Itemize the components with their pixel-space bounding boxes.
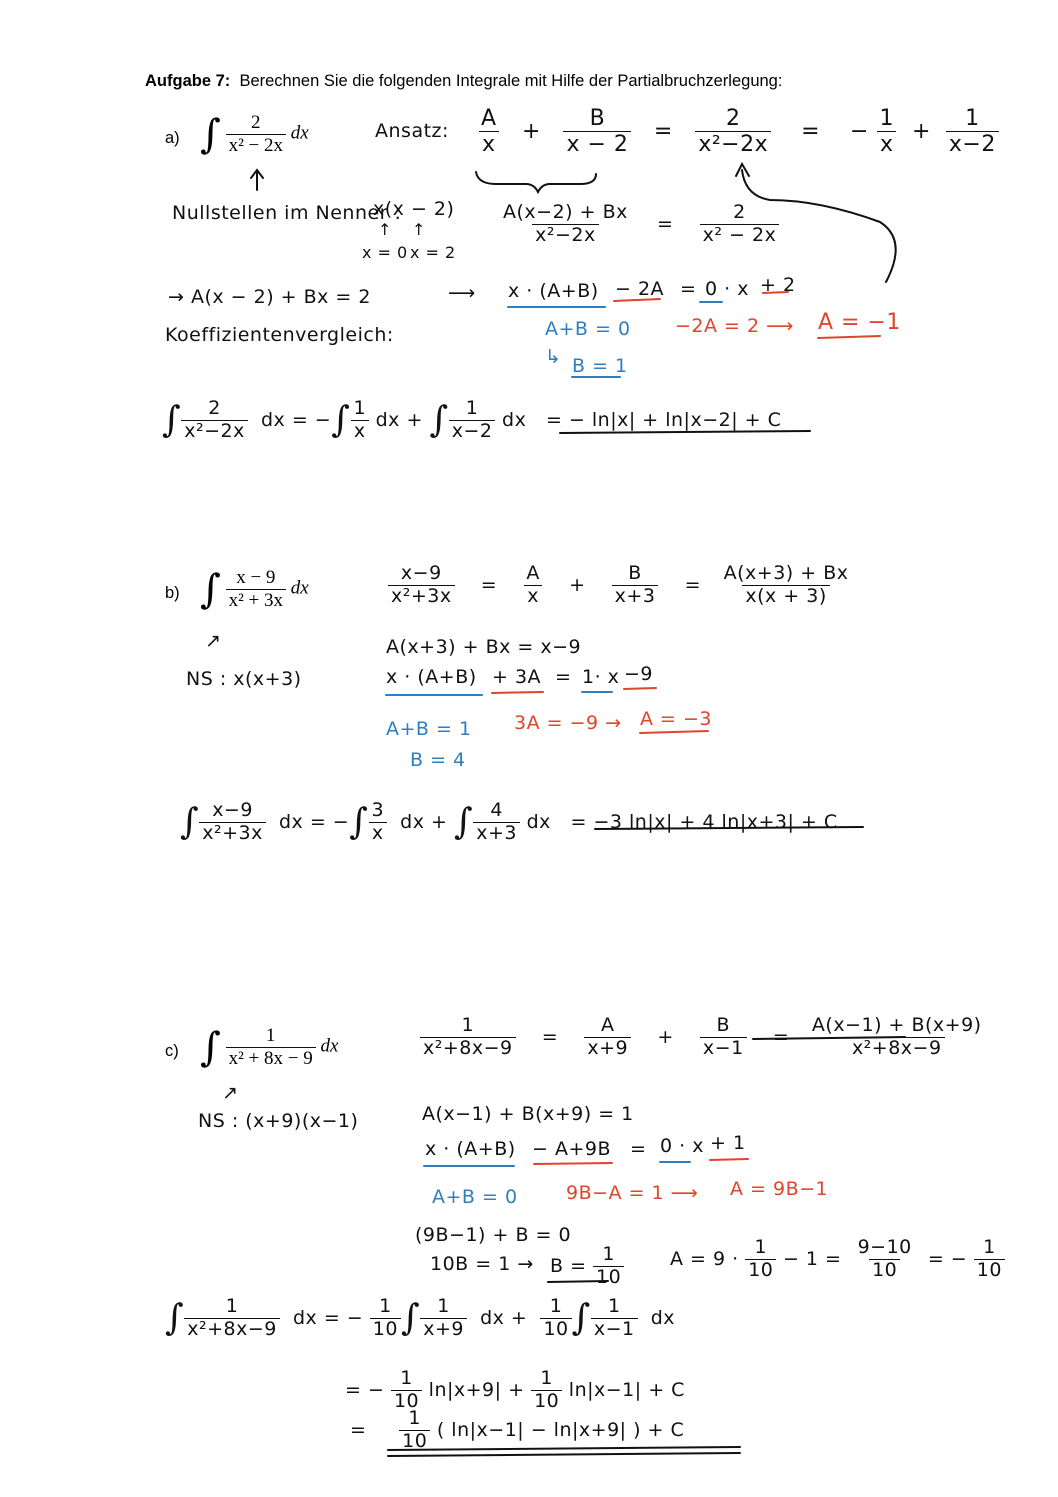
integral-sign: ∫ <box>165 1297 185 1339</box>
num: 1 <box>400 1367 413 1389</box>
coef-x-term: x · (A+B) <box>508 280 599 302</box>
eq-minus-2a: −2A = 2 ⟶ <box>675 315 794 337</box>
den: x+3 <box>612 585 659 608</box>
b-equals: B = <box>550 1254 587 1277</box>
den: x²+3x <box>199 822 266 845</box>
den: x(x + 3) <box>742 585 829 608</box>
c-sub2: 10B = 1 → <box>430 1253 534 1275</box>
equals: = <box>684 573 702 596</box>
b-value-b: B = 4 <box>410 749 466 771</box>
coef-const-term: − 2A <box>615 278 665 300</box>
b-line2-rhs-const: −9 <box>624 663 654 685</box>
equals: = <box>653 118 673 144</box>
num: 1 <box>754 1236 768 1258</box>
integral-sign: ∫ <box>200 566 221 613</box>
task-instruction: Berechnen Sie die folgenden Integrale mit Hilfe der Partialbruchzerlegung: <box>239 72 783 90</box>
num: A(x−1) + B(x+9) <box>811 1014 982 1036</box>
frac-rhs-num: 2 <box>725 106 741 131</box>
dx-plus: dx + <box>375 408 423 431</box>
den: x <box>524 585 542 608</box>
underline-red <box>534 1163 612 1164</box>
underline-red <box>763 292 788 293</box>
arrow-right-icon: ⟶ <box>448 282 476 304</box>
underline-red <box>710 1159 748 1160</box>
c-expr-a: A = 9B−1 <box>730 1178 829 1200</box>
c-eq-a-plus-b: A+B = 0 <box>432 1186 518 1208</box>
underline <box>595 827 863 829</box>
denominator: x² + 8x − 9 <box>226 1047 316 1070</box>
root-x0: x = 0 <box>362 243 408 262</box>
underline-red <box>818 336 880 338</box>
num: A(x+3) + Bx <box>723 562 849 584</box>
numerator: 1 <box>265 1025 276 1046</box>
num: x−9 <box>212 799 253 821</box>
ln-term-c: ln|x−1| + C <box>568 1378 685 1401</box>
result: = − ln|x| + ln|x−2| + C <box>545 408 782 431</box>
denominator: x² − 2x <box>226 134 286 157</box>
den: 10 <box>869 1259 900 1282</box>
frac-b-den: x − 2 <box>563 131 631 157</box>
ansatz-label: Ansatz: <box>375 120 449 142</box>
underline-red <box>640 731 708 733</box>
equals: = <box>772 1025 790 1048</box>
factor: x(x − 2) <box>373 198 455 220</box>
equals-minus: = − <box>345 1378 385 1401</box>
num: 1 <box>983 1236 996 1258</box>
eq-a-plus-b: A+B = 0 <box>545 318 631 340</box>
b-line2-x: x · (A+B) <box>386 666 477 688</box>
num: 1 <box>607 1295 621 1317</box>
arrow-up-icon: ↗ <box>222 1082 239 1104</box>
den: x²−2x <box>181 420 248 443</box>
brace <box>476 172 596 192</box>
plus: + <box>522 118 541 144</box>
num: 4 <box>490 799 503 821</box>
integral-sign: ∫ <box>571 1297 591 1339</box>
integral-sign: ∫ <box>162 399 182 441</box>
koeffizientenvergleich-label: Koeffizientenvergleich: <box>165 324 394 346</box>
dx: dx <box>502 408 527 431</box>
dx-equals: dx = − <box>278 810 350 833</box>
result: = −3 ln|x| + 4 ln|x+3| + C <box>570 810 838 833</box>
comb-num: A(x−2) + Bx <box>503 201 628 223</box>
num: 1 <box>549 1295 563 1317</box>
plus: + <box>657 1025 674 1048</box>
den: 10 <box>745 1259 776 1282</box>
den: 10 <box>540 1318 571 1341</box>
equation-line: → A(x − 2) + Bx = 2 <box>168 286 371 308</box>
denominator: x² + 3x <box>226 589 286 612</box>
den: x <box>369 822 387 845</box>
numerator: 2 <box>251 112 261 133</box>
c-ns: NS : (x+9)(x−1) <box>198 1110 359 1132</box>
comb-rhs-den: x² − 2x <box>700 224 780 247</box>
task-number: Aufgabe 7: <box>145 72 231 90</box>
den: 10 <box>391 1390 422 1413</box>
frac-a-num: A <box>481 106 497 131</box>
integral-sign: ∫ <box>453 801 474 843</box>
num: 1 <box>353 397 367 419</box>
equals: = <box>680 278 697 300</box>
num: 1 <box>379 1295 392 1317</box>
c-line2-x: x · (A+B) <box>425 1138 516 1160</box>
equals: = <box>350 1418 367 1441</box>
underline <box>388 1453 740 1456</box>
root-x2: x = 2 <box>410 243 456 262</box>
value-b: B = 1 <box>572 355 628 377</box>
den: x+9 <box>584 1037 631 1060</box>
c-line2-const: − A+9B <box>532 1138 611 1160</box>
underline <box>560 431 810 433</box>
arrow-up-icon: ↑ <box>412 220 426 239</box>
b-line2-const: + 3A <box>492 666 542 688</box>
b-value-a: A = −3 <box>640 708 713 730</box>
minus-one-equals: − 1 = <box>782 1247 842 1270</box>
den: x <box>351 420 369 443</box>
dx-plus: dx + <box>480 1306 528 1329</box>
num: 9−10 <box>857 1236 912 1258</box>
underline-red <box>624 688 656 689</box>
arrow-up-icon <box>251 170 263 190</box>
den: x²+8x−9 <box>420 1037 516 1060</box>
num: 1 <box>408 1407 422 1429</box>
equals: = <box>541 1025 559 1048</box>
num: 2 <box>208 397 221 419</box>
integral-sign: ∫ <box>180 801 200 843</box>
final-result: ( ln|x−1| − ln|x+9| ) + C <box>436 1418 685 1441</box>
equals: = <box>657 212 674 235</box>
plus: + <box>911 118 931 144</box>
dx: dx <box>320 1035 339 1057</box>
dx: dx <box>290 122 309 144</box>
dx: dx <box>650 1306 676 1329</box>
fraction-bar <box>753 1037 905 1039</box>
num: 1 <box>602 1243 615 1265</box>
integral-sign: ∫ <box>429 399 449 441</box>
den: 10 <box>593 1266 624 1289</box>
num: 1 <box>461 1014 475 1036</box>
minus: − <box>850 118 869 144</box>
den: x²+8x−9 <box>849 1037 945 1060</box>
den: 10 <box>531 1390 562 1413</box>
equals: = <box>630 1138 647 1160</box>
integral-sign: ∫ <box>349 801 369 843</box>
c-sub1: (9B−1) + B = 0 <box>415 1224 572 1246</box>
ln-term: ln|x+9| + <box>428 1378 525 1401</box>
den: 10 <box>974 1259 1005 1282</box>
res2-num: 1 <box>965 106 980 131</box>
value-a: A = −1 <box>818 310 901 335</box>
underline-red <box>492 692 543 693</box>
part-c-label: c) <box>165 1042 179 1060</box>
a-times: A = 9 · <box>670 1247 739 1270</box>
integral-sign: ∫ <box>200 111 221 158</box>
equals: = <box>801 118 821 144</box>
den: x−1 <box>591 1318 638 1341</box>
rhs-x-term: 0 · x <box>705 278 749 300</box>
den: x−1 <box>700 1037 747 1060</box>
den: x+3 <box>473 822 520 845</box>
den: x²+8x−9 <box>184 1318 280 1341</box>
b-ns: NS : x(x+3) <box>186 668 302 690</box>
underline <box>388 1447 740 1450</box>
num: 1 <box>465 397 479 419</box>
plus: + <box>569 573 586 596</box>
frac-a-den: x <box>479 131 499 157</box>
dx: dx <box>526 810 551 833</box>
integral-sign: ∫ <box>331 399 351 441</box>
b-eq-a-plus-b: A+B = 1 <box>386 718 472 740</box>
den: 10 <box>399 1430 430 1453</box>
nullstellen-label: Nullstellen im Nenner : <box>172 202 402 224</box>
res2-den: x−2 <box>946 131 999 157</box>
num: 1 <box>437 1295 450 1317</box>
part-b-label: b) <box>165 584 180 602</box>
num: B <box>628 562 642 584</box>
den: x²+3x <box>388 585 455 608</box>
dx: dx <box>290 577 309 599</box>
num: A <box>601 1014 615 1036</box>
rhs-const-term: + 2 <box>760 274 796 296</box>
comb-den: x²−2x <box>532 224 599 247</box>
integral-sign: ∫ <box>400 1297 421 1339</box>
part-a-label: a) <box>165 129 180 147</box>
dx-plus: dx + <box>400 810 448 833</box>
num: A <box>526 562 540 584</box>
res1-den: x <box>877 131 897 157</box>
c-line2-rhs-x: 0 · x <box>660 1135 704 1157</box>
c-eq-9b: 9B−A = 1 ⟶ <box>566 1182 699 1204</box>
den: x−2 <box>449 420 496 443</box>
num: x−9 <box>400 562 442 584</box>
curved-arrow <box>742 170 896 282</box>
res1-num: 1 <box>879 106 894 131</box>
dx-equals: dx = − <box>260 408 332 431</box>
equals: = <box>480 573 498 596</box>
num: 1 <box>540 1367 553 1389</box>
integral-sign: ∫ <box>200 1024 221 1071</box>
frac-rhs-den: x²−2x <box>695 131 771 157</box>
underline <box>548 1281 608 1282</box>
hook-arrow-icon: ↳ <box>545 346 562 368</box>
dx-equals-minus: dx = − <box>292 1306 364 1329</box>
numerator: x − 9 <box>236 567 276 588</box>
den: x+9 <box>420 1318 467 1341</box>
b-eq-3a: 3A = −9 → <box>514 712 622 734</box>
num: B <box>716 1014 731 1036</box>
equals-minus: = − <box>927 1247 968 1270</box>
underline-red <box>614 299 660 301</box>
num: 1 <box>225 1295 239 1317</box>
b-line2-rhs-x: 1· x <box>582 666 620 688</box>
equals: = <box>555 666 572 688</box>
num: 3 <box>371 799 385 821</box>
arrow-up-icon: ↗ <box>205 630 222 652</box>
comb-rhs-num: 2 <box>733 201 746 223</box>
arrow-up-icon: ↑ <box>378 220 392 239</box>
den: 10 <box>370 1318 401 1341</box>
c-line1: A(x−1) + B(x+9) = 1 <box>422 1103 634 1125</box>
b-line1: A(x+3) + Bx = x−9 <box>386 636 582 658</box>
frac-b-num: B <box>589 106 606 131</box>
c-line2-rhs-const: + 1 <box>710 1132 746 1154</box>
